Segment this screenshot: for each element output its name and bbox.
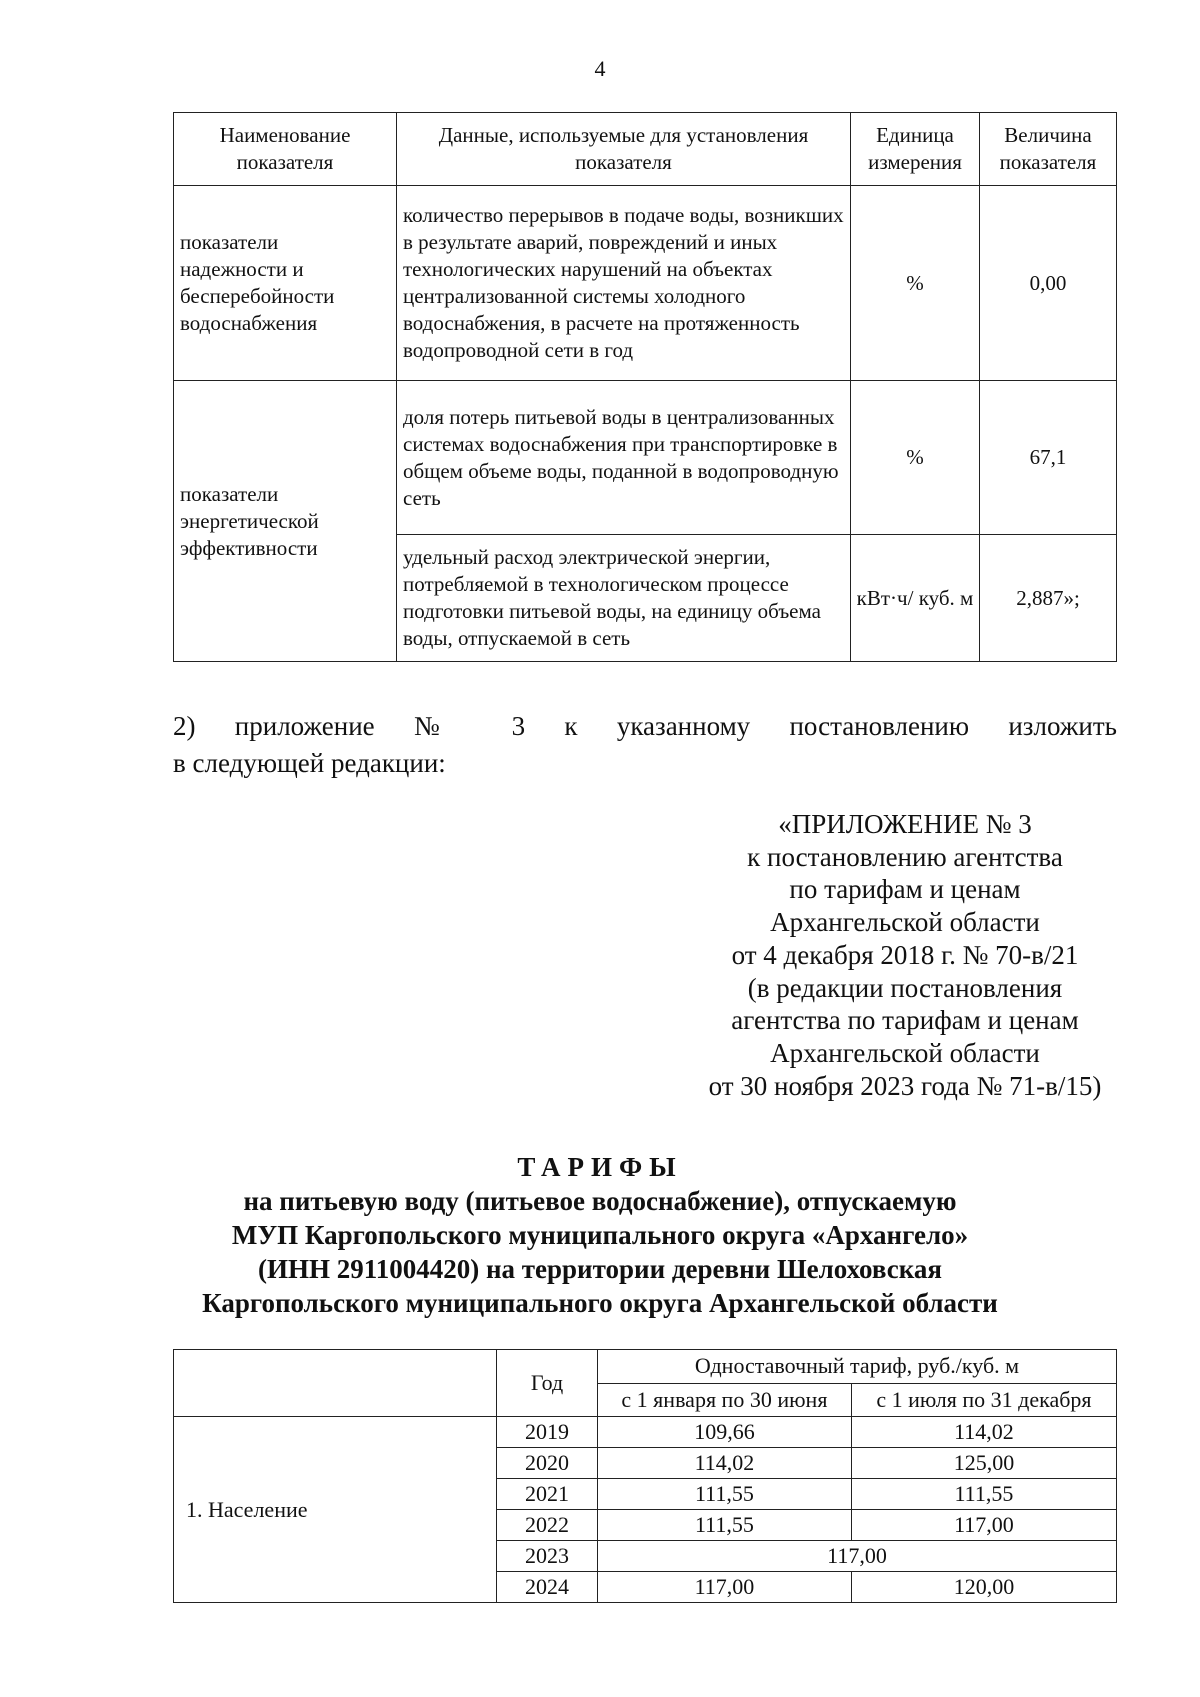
tariff-title-line: МУП Каргопольского муниципального округа «Архангело» [231, 1220, 969, 1250]
appendix-line: (в редакции постановления [747, 972, 1063, 1003]
appendix-line: к постановлению агентства [747, 841, 1063, 872]
indicator-unit: кВт·ч/ куб. м [851, 535, 980, 662]
year-cell: 2023 [497, 1541, 598, 1572]
header-tariff: Одноставочный тариф, руб./куб. м [598, 1350, 1117, 1384]
header-period-2: с 1 июля по 31 декабря [851, 1383, 1116, 1417]
header-year: Год [497, 1350, 598, 1417]
header-value: Величина показателя [980, 113, 1117, 186]
tariff-table [173, 1349, 1117, 1603]
indicator-description: количество перерывов в подаче воды, возникших в результате аварий, повреждений и иных технологических нарушений на объектах централизованной системы холодного водоснабжения, в расчете на протяженность водопроводной сети в год [397, 186, 851, 381]
header-empty-cell [174, 1350, 497, 1417]
tariff-cell-p2: 117,00 [851, 1510, 1116, 1541]
appendix-line: от 30 ноября 2023 года № 71-в/15) [708, 1070, 1102, 1101]
year-cell: 2024 [497, 1572, 598, 1603]
indicators-table [173, 112, 1117, 662]
tariff-title-line: (ИНН 2911004420) на территории деревни Шелоховская [257, 1254, 943, 1284]
header-period-1: с 1 января по 30 июня [598, 1383, 852, 1417]
appendix-line: «ПРИЛОЖЕНИЕ № 3 [778, 809, 1032, 839]
header-data: Данные, используемые для установления показателя [397, 113, 851, 186]
tariff-cell-p2: 114,02 [851, 1417, 1116, 1448]
indicator-description: удельный расход электрической энергии, потребляемой в технологическом процессе подготовки питьевой воды, на единицу объема воды, отпускаемой в сеть [397, 535, 851, 662]
paragraph-line-2: в следующей редакции: [173, 748, 446, 778]
year-cell: 2021 [497, 1479, 598, 1510]
paragraph-line-1: 2) приложение № 3 к указанному постановлению изложить [173, 711, 1117, 741]
tariff-cell-p1: 114,02 [598, 1448, 852, 1479]
appendix-line: Архангельской области [770, 1037, 1040, 1068]
header-name: Наименование показателя [174, 113, 397, 186]
indicator-value: 67,1 [980, 381, 1117, 535]
tariff-cell-p2: 111,55 [851, 1479, 1116, 1510]
header-unit: Единица измерения [851, 113, 980, 186]
tariff-cell-p2: 120,00 [851, 1572, 1116, 1603]
tariff-heading: ТАРИФЫ [517, 1152, 683, 1182]
tariff-cell-merged: 117,00 [598, 1541, 1117, 1572]
year-cell: 2019 [497, 1417, 598, 1448]
indicator-value: 0,00 [980, 186, 1117, 381]
table-row [174, 186, 1117, 381]
tariff-cell-p1: 117,00 [598, 1572, 852, 1603]
appendix-line: Архангельской области [770, 907, 1040, 938]
tariff-cell-p1: 109,66 [598, 1417, 852, 1448]
table-row [174, 1417, 1117, 1448]
tariff-title-line: Каргопольского муниципального округа Архангельской области [202, 1288, 998, 1318]
year-cell: 2020 [497, 1448, 598, 1479]
category-cell: 1. Население [174, 1417, 497, 1603]
indicator-name: показатели энергетической эффективности [174, 381, 397, 662]
tariff-title [0, 1150, 1200, 1320]
tariff-cell-p2: 125,00 [851, 1448, 1116, 1479]
indicators-header-row [174, 113, 1117, 186]
appendix-line: агентства по тарифам и ценам [731, 1005, 1079, 1036]
year-cell: 2022 [497, 1510, 598, 1541]
indicator-name: показатели надежности и бесперебойности водоснабжения [174, 186, 397, 381]
indicator-unit: % [851, 186, 980, 381]
tariff-header-row [174, 1350, 1117, 1384]
indicator-description: доля потерь питьевой воды в централизованных системах водоснабжения при транспортировке в общем объеме воды, поданной в водопроводную сеть [397, 381, 851, 535]
indicator-unit: % [851, 381, 980, 535]
indicator-value: 2,887»; [980, 535, 1117, 662]
tariff-cell-p1: 111,55 [598, 1510, 852, 1541]
page-number: 4 [594, 56, 606, 81]
table-row [174, 381, 1117, 535]
tariff-cell-p1: 111,55 [598, 1479, 852, 1510]
appendix-block [680, 808, 1130, 1102]
appendix-line: от 4 декабря 2018 г. № 70-в/21 [731, 939, 1079, 970]
appendix-line: по тарифам и ценам [789, 874, 1021, 905]
tariff-title-line: на питьевую воду (питьевое водоснабжение), отпускаемую [243, 1186, 957, 1216]
